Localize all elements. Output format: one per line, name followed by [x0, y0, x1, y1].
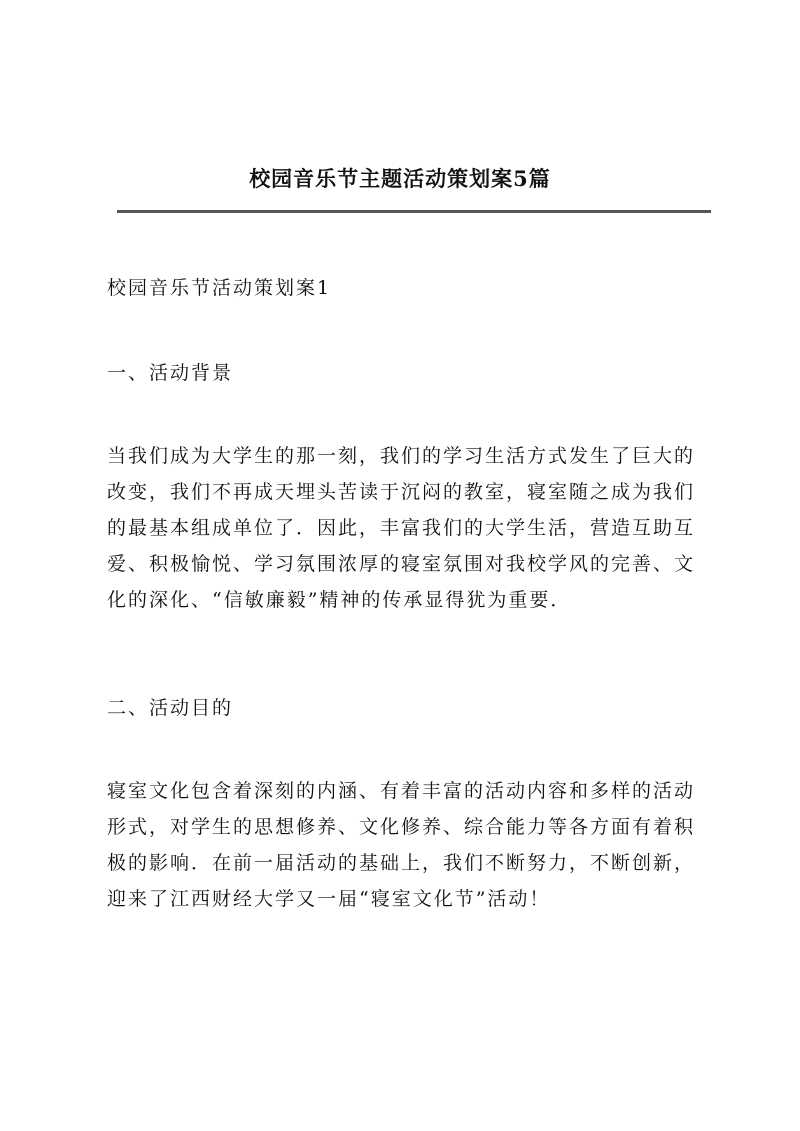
- title-divider: [117, 210, 711, 213]
- paragraph-line: 迎来了江西财经大学又一届“寝室文化节”活动！: [107, 888, 551, 910]
- paragraph-line: 改变，我们不再成天埋头苦读于沉闷的教室，寝室随之成为我们: [107, 481, 696, 503]
- plan-subtitle: 校园音乐节活动策划案1: [107, 277, 332, 299]
- paragraph-line: 形式，对学生的思想修养、文化修养、综合能力等各方面有着积: [107, 816, 696, 838]
- paragraph-line: 极的影响．在前一届活动的基础上，我们不断努力，不断创新，: [107, 852, 696, 874]
- section-body-background: [107, 438, 711, 618]
- section-body-purpose: [107, 773, 711, 917]
- paragraph-line: 的最基本组成单位了．因此，丰富我们的大学生活，营造互助互: [107, 517, 696, 539]
- document-title: 校园音乐节主题活动策划案5篇: [249, 166, 551, 191]
- paragraph-line: 爱、积极愉悦、学习氛围浓厚的寝室氛围对我校学风的完善、文: [107, 553, 696, 575]
- paragraph-line: 寝室文化包含着深刻的内涵、有着丰富的活动内容和多样的活动: [107, 780, 696, 802]
- paragraph-line: 化的深化、“信敏廉毅”精神的传承显得犹为重要．: [107, 589, 572, 611]
- section-heading-background: 一、活动背景: [107, 362, 234, 384]
- paragraph-line: 当我们成为大学生的那一刻，我们的学习生活方式发生了巨大的: [107, 445, 696, 467]
- section-heading-purpose: 二、活动目的: [107, 697, 234, 719]
